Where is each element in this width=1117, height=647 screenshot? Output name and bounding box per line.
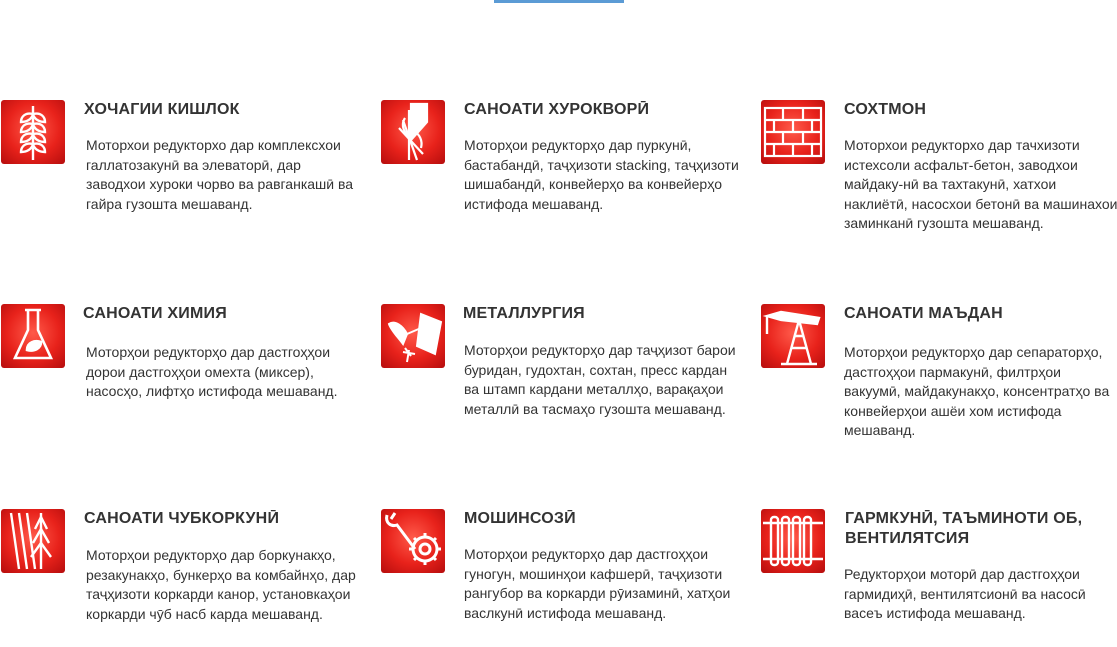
chemistry-flask-icon (1, 304, 65, 368)
radiator-icon (761, 509, 825, 573)
item-description: Моторхои редукторхо дар комплексхои галлатозакунӣ ва элеваторӣ, дар заводхои хуроки чорво ва равганкашӣ ва гайра гузошта мешаванд. (86, 137, 354, 212)
item-title: ХОЧАГИИ КИШЛОК (84, 101, 240, 118)
item-title: МОШИНСОЗӢ (464, 510, 576, 527)
metal-cutting-icon (381, 304, 445, 368)
wheat-icon (1, 100, 65, 164)
item-description: Моторҳои редукторҳо дар пуркунӣ, бастабандӣ, таҷҳизоти stacking, таҷҳизоти шишабандӣ, конвейерҳо ва конвейерҳо истифода мешаванд. (464, 137, 739, 212)
grain-stalks-icon (381, 100, 445, 164)
item-description: Моторҳои редукторҳо дар дастгоҳҳои дорои дастгоҳҳои омехта (миксер), насосҳо, лифтҳо истифода мешаванд. (86, 344, 338, 399)
item-title: СОХТМОН (844, 101, 927, 118)
item-description: Моторҳои редукторҳо дар таҷҳизот барои буридан, гудохтан, сохтан, пресс кардан ва штамп кардани металлҳо, варақаҳои металлӣ ва тасмаҳо гузошта мешаванд. (464, 342, 736, 417)
item-description: Моторҳои редукторҳо дар боркунакҳо, резакунакҳо, бункерҳо ва комбайнҳо, дар таҷҳизоти коркарди канор, установкаҳои коркарди чӯб насб карда мешаванд. (86, 547, 356, 622)
item-title: САНОАТИ ЧУБКОРКУНӢ (84, 510, 280, 527)
item-title: ГАРМКУНӢ, ТАЪМИНОТИ ОБ, ВЕНТИЛЯТСИЯ (845, 510, 1083, 547)
item-description: Моторхои редукторхо дар тачхизоти истехсоли асфальт-бетон, заводхои майдаку-нӣ ва тахтакунӣ, хатхои наклиётӣ, насосхои бетонӣ ва машинахои заминканӣ гузошта мешаванд. (844, 137, 1117, 231)
item-title: САНОАТИ ХИМИЯ (83, 305, 227, 322)
item-description: Моторҳои редукторҳо дар сепараторҳо, дастгоҳҳои пармакунӣ, филтрҳои вакуумӣ, майдакунакҳо, консентратҳо ва конвейерҳои ашёи хом истифода мешаванд. (844, 344, 1110, 438)
item-description: Моторҳои редукторҳо дар дастгоҳҳои гуногун, мошинҳои кафшерӣ, таҷҳизоти рангубор ва коркарди рӯизаминӣ, хатҳои васлкунӣ истифода мешаванд. (464, 546, 731, 621)
brick-wall-icon (761, 100, 825, 164)
item-title: САНОАТИ ХУРОКВОРӢ (464, 101, 650, 118)
item-title: САНОАТИ МАЪДАН (844, 305, 1003, 322)
wrench-gear-icon (381, 509, 445, 573)
timber-icon (1, 509, 65, 573)
oil-pump-icon (761, 304, 825, 368)
item-title: МЕТАЛЛУРГИЯ (463, 305, 585, 322)
item-description: Редукторҳои моторӣ дар дастгоҳҳои гармидиҳӣ, вентилятсионӣ ва насосӣ васеъ истифода мешаванд. (844, 566, 1086, 621)
top-accent-bar (494, 0, 624, 3)
